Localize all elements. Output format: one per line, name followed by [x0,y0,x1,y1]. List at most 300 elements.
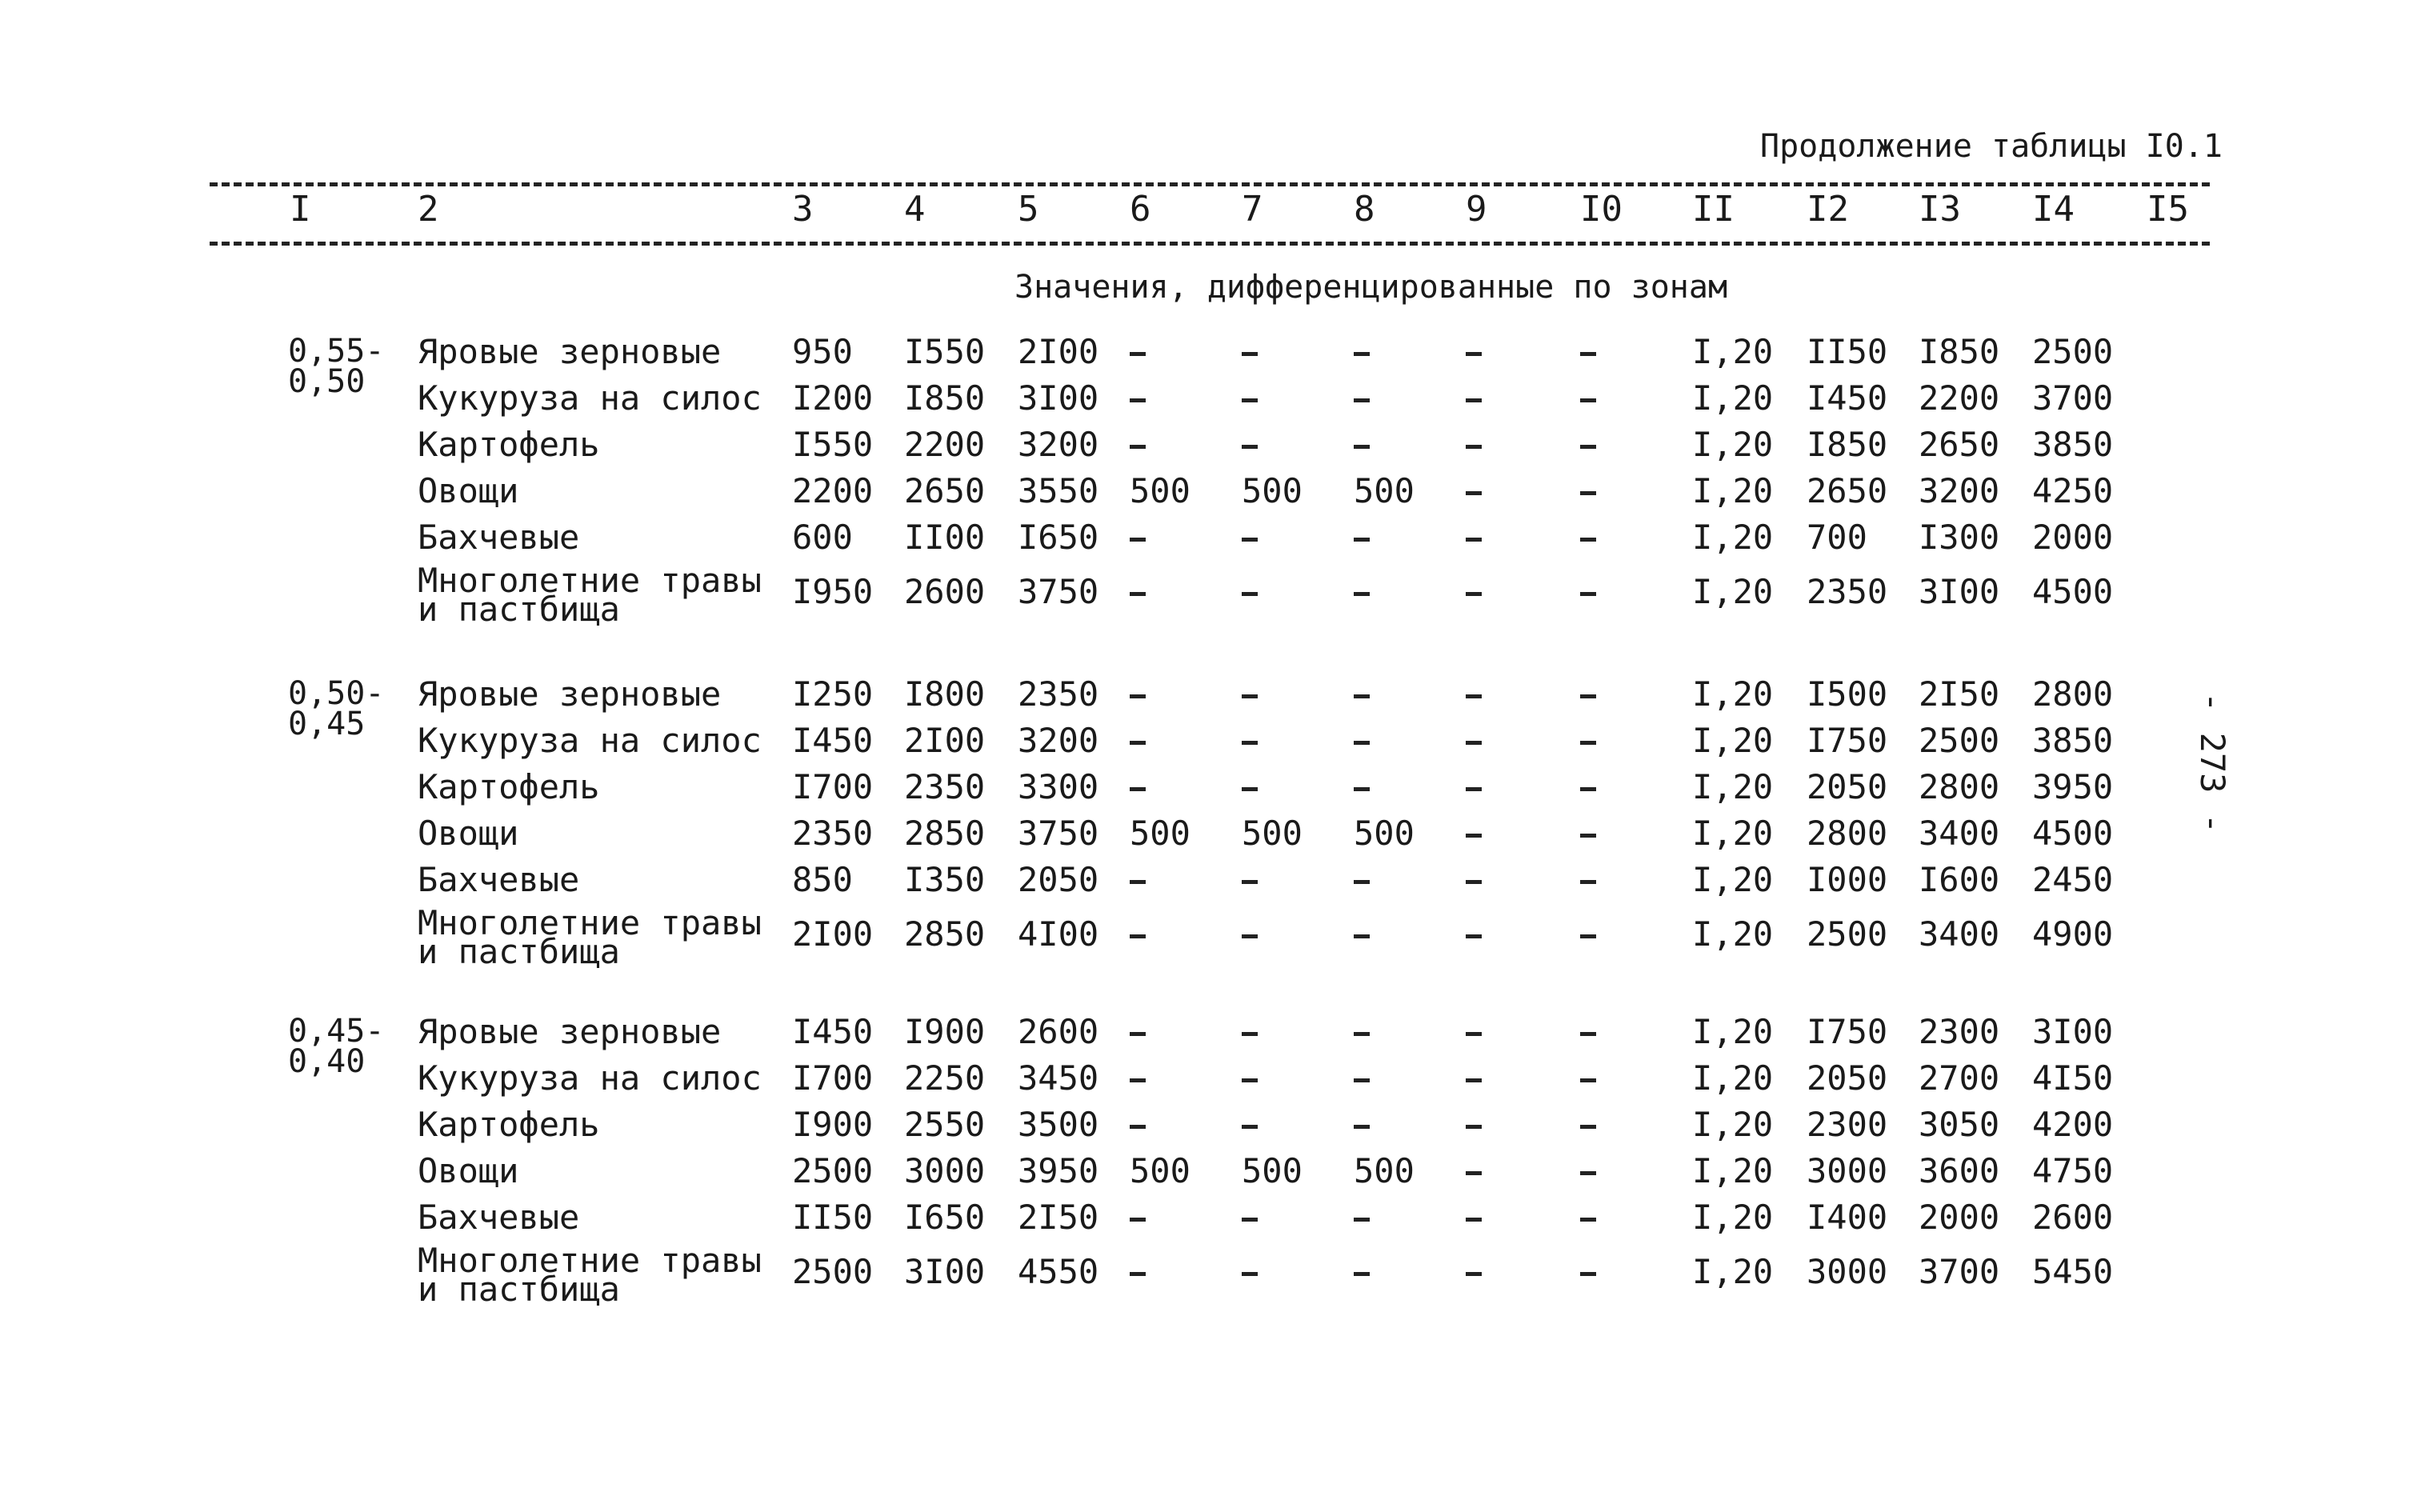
value-cell-c14: 2500 [2032,332,2114,371]
empty-dash [1130,1102,1146,1147]
value-cell-c12: 3000 [1807,1151,1888,1190]
empty-dash [1130,422,1146,467]
column-header-8: 8 [1354,189,1375,230]
table-row [0,718,2409,763]
value-cell-c11: I,20 [1692,1058,1774,1098]
empty-dash [1466,1010,1482,1054]
table-row [0,903,2409,971]
crop-name: Бахчевые [418,1198,580,1237]
empty-dash [1580,1250,1596,1294]
dash-mark [1130,352,1146,356]
empty-dash [1130,1195,1146,1240]
crop-name: Овощи [418,471,519,510]
value-cell-c13: 3050 [1919,1105,2000,1144]
empty-dash [1580,718,1596,763]
empty-dash [1130,570,1146,614]
empty-dash [1242,718,1258,763]
crop-name: Яровые зерновые [418,332,722,371]
value-cell-c5: 2I00 [1018,332,1099,371]
dash-mark [1354,1125,1370,1129]
empty-dash [1466,672,1482,717]
empty-dash [1242,376,1258,421]
dash-mark [1466,398,1482,402]
empty-dash [1580,515,1596,560]
dash-mark [1242,1125,1258,1129]
value-cell-c11: I,20 [1692,814,1774,853]
column-header-9: 9 [1466,189,1487,230]
empty-dash [1466,1250,1482,1294]
value-cell-c3: 2I00 [792,914,874,954]
empty-dash [1242,912,1258,957]
value-cell-c3: I200 [792,378,874,418]
table-row [0,1195,2409,1240]
column-header-10: I0 [1580,189,1623,230]
table-row [0,1149,2409,1194]
value-cell-c5: 3550 [1018,471,1099,510]
empty-dash [1466,515,1482,560]
dash-mark [1242,398,1258,402]
empty-dash [1580,330,1596,374]
dash-mark [1242,880,1258,884]
empty-dash [1242,1102,1258,1147]
empty-dash [1354,858,1370,902]
dash-mark [1466,1171,1482,1175]
value-cell-c5: 2050 [1018,860,1099,899]
dash-mark [1580,538,1596,542]
table-row [0,1102,2409,1147]
value-cell-c12: 2050 [1807,767,1888,806]
dash-mark [1354,1032,1370,1036]
dash-mark [1466,1032,1482,1036]
value-cell-c14: 3850 [2032,425,2114,464]
dash-mark [1580,1032,1596,1036]
crop-name: Картофель [418,425,600,464]
dash-mark [1580,1078,1596,1082]
dash-mark [1242,1032,1258,1036]
dash-mark [1466,491,1482,495]
value-cell-c3: 850 [792,860,853,899]
empty-dash [1130,912,1146,957]
empty-dash [1466,1056,1482,1101]
value-cell-c4: 2550 [904,1105,986,1144]
column-header-5: 5 [1018,189,1039,230]
dash-mark [1130,694,1146,698]
empty-dash [1466,912,1482,957]
zone-label-line: 0,40 [288,1043,366,1080]
dash-mark [1580,1171,1596,1175]
empty-dash [1242,1056,1258,1101]
crop-name: Кукуруза на силос [418,721,762,760]
crop-name: Многолетние травы и пастбища [418,1241,762,1309]
column-header-7: 7 [1242,189,1263,230]
empty-dash [1242,515,1258,560]
empty-dash [1130,1250,1146,1294]
value-cell-c13: 3200 [1919,471,2000,510]
value-cell-c7: 500 [1242,1151,1303,1190]
empty-dash [1242,672,1258,717]
value-cell-c5: 3500 [1018,1105,1099,1144]
dash-mark [1580,880,1596,884]
value-cell-c4: I550 [904,332,986,371]
empty-dash [1242,1250,1258,1294]
value-cell-c13: 3I00 [1919,572,2000,611]
empty-dash [1130,1010,1146,1054]
dash-mark [1242,352,1258,356]
table-row [0,1241,2409,1309]
empty-dash [1580,422,1596,467]
crop-name: Яровые зерновые [418,674,722,714]
value-cell-c4: 2850 [904,914,986,954]
empty-dash [1466,811,1482,856]
value-cell-c5: 2I50 [1018,1198,1099,1237]
value-cell-c4: I900 [904,1012,986,1051]
zone-label-line: 0,45- [288,1013,385,1050]
value-cell-c13: 2650 [1919,425,2000,464]
value-cell-c3: I250 [792,674,874,714]
column-header-2: 2 [418,189,439,230]
empty-dash [1354,1102,1370,1147]
empty-dash [1354,765,1370,810]
value-cell-c4: 2250 [904,1058,986,1098]
dash-mark [1130,398,1146,402]
empty-dash [1242,570,1258,614]
column-header-15: I5 [2147,189,2189,230]
crop-name: Картофель [418,767,600,806]
value-cell-c14: 3850 [2032,721,2114,760]
value-cell-c14: 3I00 [2032,1012,2114,1051]
value-cell-c14: 4750 [2032,1151,2114,1190]
value-cell-c13: 3600 [1919,1151,2000,1190]
empty-dash [1130,672,1146,717]
value-cell-c12: I450 [1807,378,1888,418]
empty-dash [1242,330,1258,374]
empty-dash [1354,376,1370,421]
dash-mark [1466,834,1482,838]
value-cell-c3: I550 [792,425,874,464]
dash-mark [1580,398,1596,402]
empty-dash [1580,912,1596,957]
crop-name: Многолетние травы и пастбища [418,903,762,971]
empty-dash [1466,1149,1482,1194]
dash-mark [1130,934,1146,938]
zone-label-line: 0,55- [288,333,385,370]
value-cell-c5: 3450 [1018,1058,1099,1098]
empty-dash [1466,1195,1482,1240]
dash-mark [1580,694,1596,698]
value-cell-c8: 500 [1354,471,1415,510]
value-cell-c5: I650 [1018,518,1099,557]
empty-dash [1354,1010,1370,1054]
value-cell-c11: I,20 [1692,471,1774,510]
value-cell-c4: 2I00 [904,721,986,760]
value-cell-c7: 500 [1242,471,1303,510]
value-cell-c3: I450 [792,1012,874,1051]
value-cell-c6: 500 [1130,1151,1190,1190]
value-cell-c13: 2I50 [1919,674,2000,714]
value-cell-c11: I,20 [1692,721,1774,760]
value-cell-c4: I800 [904,674,986,714]
table-row [0,561,2409,629]
value-cell-c7: 500 [1242,814,1303,853]
dash-mark [1242,741,1258,745]
value-cell-c8: 500 [1354,1151,1415,1190]
dash-mark [1130,592,1146,596]
value-cell-c4: 3000 [904,1151,986,1190]
empty-dash [1580,1056,1596,1101]
empty-dash [1354,1250,1370,1294]
value-cell-c4: 2600 [904,572,986,611]
value-cell-c14: 2600 [2032,1198,2114,1237]
value-cell-c5: 3200 [1018,721,1099,760]
value-cell-c5: 3950 [1018,1151,1099,1190]
empty-dash [1466,469,1482,514]
value-cell-c3: I700 [792,767,874,806]
value-cell-c11: I,20 [1692,1198,1774,1237]
empty-dash [1130,718,1146,763]
dash-mark [1354,880,1370,884]
column-header-1: I [290,189,311,230]
value-cell-c13: 3700 [1919,1252,2000,1291]
value-cell-c5: 3750 [1018,572,1099,611]
table-subtitle: Значения, дифференцированные по зонам [1014,269,1728,306]
table-row [0,765,2409,810]
value-cell-c11: I,20 [1692,1151,1774,1190]
dash-mark [1354,1078,1370,1082]
dash-mark [1580,1272,1596,1276]
table-row [0,672,2409,717]
value-cell-c12: II50 [1807,332,1888,371]
value-cell-c5: 3300 [1018,767,1099,806]
empty-dash [1466,570,1482,614]
value-cell-c14: 4900 [2032,914,2114,954]
crop-name: Яровые зерновые [418,1012,722,1051]
dash-mark [1242,787,1258,791]
table-row [0,811,2409,856]
empty-dash [1580,858,1596,902]
empty-dash [1580,1149,1596,1194]
empty-dash [1580,570,1596,614]
value-cell-c5: 3I00 [1018,378,1099,418]
value-cell-c11: I,20 [1692,378,1774,418]
empty-dash [1242,1195,1258,1240]
dash-mark [1466,1125,1482,1129]
dash-mark [1466,1078,1482,1082]
dash-mark [1354,538,1370,542]
dash-mark [1130,445,1146,449]
value-cell-c3: I450 [792,721,874,760]
dash-mark [1130,1218,1146,1222]
empty-dash [1580,469,1596,514]
empty-dash [1466,765,1482,810]
empty-dash [1242,858,1258,902]
empty-dash [1130,858,1146,902]
crop-name: Овощи [418,1151,519,1190]
zone-label-line: 0,50 [288,363,366,400]
empty-dash [1466,376,1482,421]
empty-dash [1130,1056,1146,1101]
value-cell-c4: II00 [904,518,986,557]
column-header-12: I2 [1807,189,1849,230]
value-cell-c12: 2350 [1807,572,1888,611]
dash-mark [1466,787,1482,791]
empty-dash [1580,811,1596,856]
dash-mark [1354,787,1370,791]
value-cell-c13: I850 [1919,332,2000,371]
dash-mark [1466,445,1482,449]
header-bottom-rule [210,242,2210,246]
value-cell-c14: 3700 [2032,378,2114,418]
dash-mark [1580,834,1596,838]
dash-mark [1580,491,1596,495]
value-cell-c4: 2350 [904,767,986,806]
value-cell-c4: 2200 [904,425,986,464]
dash-mark [1242,592,1258,596]
dash-mark [1242,934,1258,938]
empty-dash [1354,1056,1370,1101]
dash-mark [1466,741,1482,745]
value-cell-c5: 3750 [1018,814,1099,853]
value-cell-c3: 950 [792,332,853,371]
column-header-4: 4 [904,189,926,230]
value-cell-c13: 2800 [1919,767,2000,806]
dash-mark [1130,1125,1146,1129]
dash-mark [1466,352,1482,356]
value-cell-c8: 500 [1354,814,1415,853]
dash-mark [1354,934,1370,938]
value-cell-c5: 3200 [1018,425,1099,464]
zone-label-line: 0,45 [288,706,366,742]
dash-mark [1466,1218,1482,1222]
empty-dash [1580,376,1596,421]
column-header-6: 6 [1130,189,1151,230]
dash-mark [1580,934,1596,938]
table-row [0,376,2409,421]
value-cell-c14: 2450 [2032,860,2114,899]
dash-mark [1354,694,1370,698]
value-cell-c12: 2650 [1807,471,1888,510]
dash-mark [1580,1125,1596,1129]
value-cell-c3: II50 [792,1198,874,1237]
value-cell-c6: 500 [1130,471,1190,510]
dash-mark [1466,694,1482,698]
empty-dash [1354,422,1370,467]
empty-dash [1130,765,1146,810]
value-cell-c5: 2350 [1018,674,1099,714]
value-cell-c14: 4500 [2032,814,2114,853]
value-cell-c4: 3I00 [904,1252,986,1291]
value-cell-c3: 2500 [792,1252,874,1291]
value-cell-c13: I300 [1919,518,2000,557]
value-cell-c3: I900 [792,1105,874,1144]
dash-mark [1466,538,1482,542]
empty-dash [1354,330,1370,374]
table-row [0,858,2409,902]
value-cell-c12: I400 [1807,1198,1888,1237]
value-cell-c12: 2300 [1807,1105,1888,1144]
empty-dash [1580,672,1596,717]
value-cell-c4: I650 [904,1198,986,1237]
dash-mark [1354,398,1370,402]
value-cell-c13: 2500 [1919,721,2000,760]
empty-dash [1580,1195,1596,1240]
dash-mark [1580,592,1596,596]
value-cell-c5: 4550 [1018,1252,1099,1291]
dash-mark [1354,1218,1370,1222]
empty-dash [1242,765,1258,810]
crop-name: Бахчевые [418,860,580,899]
empty-dash [1466,718,1482,763]
value-cell-c6: 500 [1130,814,1190,853]
crop-name: Бахчевые [418,518,580,557]
value-cell-c13: I600 [1919,860,2000,899]
value-cell-c11: I,20 [1692,767,1774,806]
value-cell-c11: I,20 [1692,914,1774,954]
value-cell-c3: I950 [792,572,874,611]
dash-mark [1354,352,1370,356]
value-cell-c12: I500 [1807,674,1888,714]
crop-name: Кукуруза на силос [418,1058,762,1098]
dash-mark [1466,880,1482,884]
value-cell-c12: I850 [1807,425,1888,464]
dash-mark [1466,934,1482,938]
table-row [0,1010,2409,1054]
empty-dash [1466,330,1482,374]
value-cell-c4: 2650 [904,471,986,510]
column-header-11: II [1692,189,1735,230]
value-cell-c14: 4500 [2032,572,2114,611]
dash-mark [1354,445,1370,449]
empty-dash [1130,376,1146,421]
value-cell-c14: 4200 [2032,1105,2114,1144]
value-cell-c14: 4I50 [2032,1058,2114,1098]
dash-mark [1130,538,1146,542]
header-top-rule [210,182,2210,186]
empty-dash [1354,718,1370,763]
empty-dash [1354,912,1370,957]
value-cell-c12: I750 [1807,1012,1888,1051]
page-number: - 273 - [2193,692,2232,834]
crop-name: Кукуруза на силос [418,378,762,418]
dash-mark [1242,694,1258,698]
table-row [0,330,2409,374]
value-cell-c11: I,20 [1692,1105,1774,1144]
dash-mark [1242,1078,1258,1082]
value-cell-c5: 4I00 [1018,914,1099,954]
empty-dash [1130,515,1146,560]
value-cell-c14: 4250 [2032,471,2114,510]
empty-dash [1354,1195,1370,1240]
value-cell-c14: 5450 [2032,1252,2114,1291]
value-cell-c3: 2350 [792,814,874,853]
value-cell-c14: 2000 [2032,518,2114,557]
value-cell-c12: 2500 [1807,914,1888,954]
table-row [0,469,2409,514]
value-cell-c13: 2700 [1919,1058,2000,1098]
empty-dash [1130,330,1146,374]
table-row [0,422,2409,467]
value-cell-c13: 3400 [1919,814,2000,853]
column-header-3: 3 [792,189,814,230]
value-cell-c11: I,20 [1692,1252,1774,1291]
value-cell-c12: I000 [1807,860,1888,899]
table-row [0,1056,2409,1101]
empty-dash [1354,570,1370,614]
table-caption: Продолжение таблицы I0.1 [1760,128,2223,165]
value-cell-c13: 2000 [1919,1198,2000,1237]
dash-mark [1580,787,1596,791]
dash-mark [1242,538,1258,542]
empty-dash [1580,765,1596,810]
